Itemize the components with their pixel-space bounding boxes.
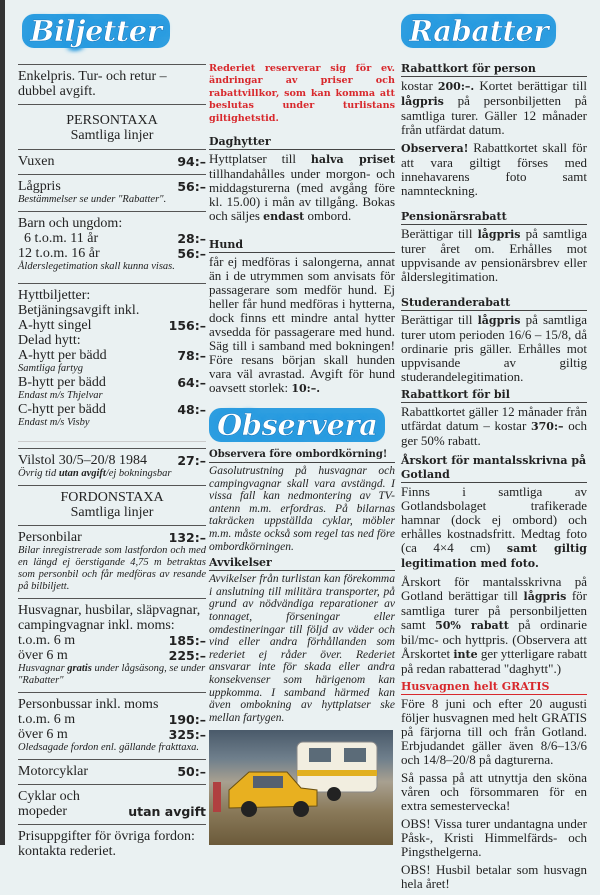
persontaxa-sub: Samtliga linjer	[70, 128, 154, 143]
emphasis: 10:–.	[291, 382, 321, 396]
hund-heading: Hund	[209, 238, 395, 253]
price: 78:–	[177, 348, 206, 363]
page-edge	[0, 0, 5, 845]
emphasis: lågpris	[401, 95, 444, 108]
label: Personbilar	[18, 530, 82, 545]
car-caravan-photo	[209, 730, 393, 845]
price: 325:–	[168, 727, 206, 742]
biljetter-column	[18, 0, 206, 864]
price: 190:–	[168, 712, 206, 727]
rabatter-title: Rabatter	[401, 14, 556, 48]
daghytter-heading: Daghytter	[209, 135, 395, 150]
label: Vilstol 30/5–20/8 1984	[18, 453, 148, 468]
price: 56:–	[177, 179, 206, 194]
husvagn-gratis-obs-1: OBS! Vissa turer undantagna under Påsk-, Kristi Himmelfärds- och Pingsthelgerna.	[401, 816, 587, 859]
label: mopeder	[18, 804, 67, 819]
price-row-a-hytt	[18, 348, 206, 363]
delad-heading: Delad hytt:	[18, 333, 81, 348]
price-change-notice: Rederiet reserverar sig för ev. ändringar av priser och rabattvillkor, som kan komma att beslutas under turlistans giltighetstid.	[209, 63, 395, 124]
persontaxa-heading: PERSONTAXA	[66, 113, 158, 128]
arskort-text: Finns i samtliga av Gotlandsbolaget trafikerade hamnar (dock ej ombord) och erhålles kostnadsfritt. Medtag foto (ca 4×4 cm) samt giltig legitimation med foto.	[401, 484, 587, 570]
label: Lågpris	[18, 179, 61, 194]
emphasis: samt giltig legitimation med foto.	[401, 542, 587, 570]
emphasis: 200:–.	[437, 80, 475, 93]
label: Vuxen	[18, 154, 55, 169]
observera-title: Observera	[209, 408, 385, 442]
price-row-barn-12-16	[18, 246, 206, 261]
label: A-hytt per bädd	[18, 348, 107, 363]
label: över 6 m	[18, 648, 68, 663]
note: Bilar inregistrerade som lastfordon och med en längd ej öerstigande 4,75 m betraktas som personbil och får medföras av resande på bilbiljett.	[18, 545, 206, 592]
emphasis: 50% rabatt	[435, 619, 509, 632]
studerande-text: Berättigar till lågpris på samtliga turer utom perioden 16/6 – 15/8, då ordinarie pris gäller. Erhålles mot uppvisande av giltig studerandelegitimation.	[401, 312, 587, 384]
husvagnar-heading: Husvagnar, husbilar, släpvagnar, campingvagnar inkl. moms:	[18, 603, 201, 633]
price: 64:–	[177, 375, 206, 390]
price: 132:–	[168, 530, 206, 545]
note: Endast m/s Thjelvar	[18, 390, 103, 401]
pensionar-text: Berättigar till lågpris på samtliga turer året om. Erhålles mot uppvisande av pensionärsbrev eller ålderslegitimation.	[401, 226, 587, 284]
price-row-buss-over-6	[18, 727, 206, 742]
emphasis: lågpris	[477, 228, 521, 241]
price-row-vuxen	[18, 150, 206, 174]
rabatter-column	[401, 0, 587, 895]
hytt-heading: Hyttbiljetter:	[18, 288, 91, 303]
ovriga-fordon-text: Prisuppgifter för övriga fordon: kontakta rederiet.	[18, 829, 195, 859]
price-row-motorcyklar	[18, 760, 206, 784]
studerande-heading: Studeranderabatt	[401, 296, 587, 311]
hund-text: får ej medföras i salongerna, annat än i de utrymmen som anvisats för passagerare som medför hund. Ej heller får hund medföras i hytterna, dock finns ett mindre antal hytter avsedda för passagerare med hund. Säg till i samband med bokningen! Före resans början skall hunden vara väl avrastad. Avgift för hund oavsett storlek: 10:–.	[209, 254, 395, 396]
label: C-hytt per bädd	[18, 402, 106, 417]
price: 50:–	[177, 764, 206, 779]
bussar-heading: Personbussar inkl. moms	[18, 697, 159, 712]
intro-text: Enkelpris. Tur- och retur – dubbel avgift.	[18, 69, 167, 99]
price: utan avgift	[128, 804, 206, 819]
ombord-heading: Observera före ombordkörning!	[209, 448, 395, 463]
price-row-vilstol	[18, 453, 206, 468]
price-row-barn-6-11	[18, 231, 206, 246]
price: 225:–	[168, 648, 206, 663]
husvagn-gratis-heading: Husvagnen helt GRATIS	[401, 680, 587, 695]
price-row-buss-6	[18, 712, 206, 727]
pensionar-heading: Pensionärsrabatt	[401, 210, 587, 225]
info-column	[209, 0, 395, 724]
husvagn-gratis-obs-2: OBS! Husbil betalar som husvagn hela året!	[401, 862, 587, 891]
emphasis: utan avgift	[58, 468, 106, 479]
emphasis: lågpris	[523, 590, 567, 603]
emphasis: 370:–	[531, 420, 564, 433]
price-row-cyklar	[18, 804, 206, 819]
daghytter-text: Hyttplatser till halva priset tillhandahålles under morgon- och middagsturerna (med avgång före kl. 15.00) i mån av tillgång. Bokas och säljes endast ombord.	[209, 151, 395, 224]
price-row-husvagn-over-6	[18, 648, 206, 663]
rabattkort-person-text: kostar 200:–. Kortet berättigar till lågpris på personbiljetten på samtliga turer. Gäller 12 månader från utfärdat datum.	[401, 78, 587, 137]
emphasis: Observera!	[401, 142, 469, 155]
emphasis: endast	[263, 210, 305, 224]
emphasis: lågpris	[477, 314, 521, 327]
price-row-husvagn-6	[18, 633, 206, 648]
husvagn-gratis-text: Före 8 juni och efter 20 augusti följer husvagnen med helt GRATIS på färjorna till och från Gotland. Erbjudandet gäller även 8/6–13/6 och 14/8–20/8 på dagturerna.	[401, 696, 587, 767]
label: 6 t.o.m. 11 år	[24, 231, 99, 246]
biljetter-title: Biljetter	[22, 14, 170, 48]
emphasis: gratis	[67, 663, 92, 674]
note: Ålderslegetimation skall kunna visas.	[18, 261, 175, 272]
price: 56:–	[177, 246, 206, 261]
husvagn-gratis-text-2: Så passa på att utnyttja den sköna våren och försommaren för en extra semestervecka!	[401, 770, 587, 813]
label: Motorcyklar	[18, 764, 88, 779]
price: 28:–	[177, 231, 206, 246]
avvikelser-text: Avvikelser från turlistan kan förekomma i anslutning till militära transporter, på grund av nödvändiga reparationer av tonnaget, förseningar eller omdestineringar till följd av väder och vind eller andra förhållanden som rederiet ej råder över. Rederiet ansvarar inte för skada eller andra konsekvenser som härigenom kan uppkomma. I samband härmed kan även ombokning av hyttplatser ske mellan fartygen.	[209, 573, 395, 724]
price: 185:–	[168, 633, 206, 648]
note: Bestämmelser se under "Rabatter".	[18, 194, 167, 205]
arskort-text-2: Årskort för mantalsskrivna på Gotland berättigar till lågpris för samtliga turer på personbiljetten samt 50% rabatt på ordinarie bil/mc- och hyttpris. (Observera att Årskortet inte ger ytterligare rabatt på redan rabatterad "daghytt".)	[401, 574, 587, 676]
note: Övrig tid utan avgift/ej bokningsbar	[18, 468, 172, 479]
arskort-heading: Årskort för mantalsskrivna på Gotland	[401, 454, 587, 481]
ombord-text: Gasolutrustning på husvagnar och campingvagnar skall vara avstängd. I vissa fall kan nedmontering av TV-antenn m.m. erfordras. På bilarnas takräcken uppställda cyklar, möbler m.m. måste också som regel tas ned före ombordkörningen.	[209, 465, 395, 553]
price: 27:–	[177, 453, 206, 468]
rabattkort-person-heading: Rabattkort för person	[401, 62, 587, 77]
avvikelser-heading: Avvikelser	[209, 556, 395, 571]
price-row-c-hytt	[18, 402, 206, 417]
label: t.o.m. 6 m	[18, 633, 76, 648]
fordonstaxa-sub: Samtliga linjer	[70, 505, 154, 520]
price-row-personbilar	[18, 530, 206, 545]
price: 156:–	[168, 318, 206, 333]
label: över 6 m	[18, 727, 68, 742]
cyklar-label: Cyklar och	[18, 789, 80, 804]
note: Oledsagade fordon enl. gällande frakttaxa.	[18, 742, 200, 753]
label: B-hytt per bädd	[18, 375, 106, 390]
note: Endast m/s Visby	[18, 417, 90, 428]
rabattkort-person-observera: Observera! Rabattkortet skall för att vara giltigt förses med innehavarens foto samt namnteckning.	[401, 140, 587, 198]
fordonstaxa-heading: FORDONSTAXA	[60, 490, 164, 505]
rabattkort-bil-text: Rabattkortet gäller 12 månader från utfärdat datum – kostar 370:– och ger 50% rabatt.	[401, 404, 588, 448]
rabattkort-bil-heading: Rabattkort för bil	[401, 388, 587, 403]
price-row-a-singel	[18, 318, 206, 333]
note: Samtliga fartyg	[18, 363, 84, 374]
price: 94:–	[177, 154, 206, 169]
note: Husvagnar gratis under lågsäsong, se under "Rabatter"	[18, 663, 206, 686]
emphasis: halva priset	[310, 153, 395, 167]
emphasis: inte	[453, 648, 478, 661]
label: A-hytt singel	[18, 318, 92, 333]
label: t.o.m. 6 m	[18, 712, 76, 727]
price: 48:–	[177, 402, 206, 417]
hytt-sub: Betjäningsavgift inkl.	[18, 303, 140, 318]
price-row-b-hytt	[18, 375, 206, 390]
barn-heading: Barn och ungdom:	[18, 216, 123, 231]
price-row-lagpris	[18, 179, 206, 194]
label: 12 t.o.m. 16 år	[18, 246, 100, 261]
